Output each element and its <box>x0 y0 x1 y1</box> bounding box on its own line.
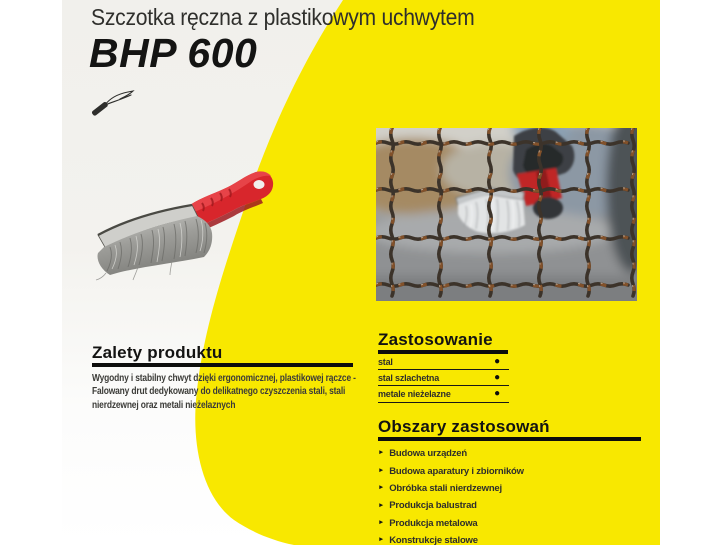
triangle-bullet-icon: ► <box>378 466 385 474</box>
list-item-label: Produkcja metalowa <box>389 517 478 529</box>
triangle-bullet-icon: ► <box>378 536 385 544</box>
application-row <box>378 386 509 402</box>
application-row-label: metale nieżelazne <box>378 389 451 400</box>
list-item-label: Produkcja balustrad <box>389 500 477 512</box>
areas-list <box>378 445 641 545</box>
usage-photo <box>376 128 637 301</box>
areas-section <box>378 418 641 545</box>
application-row <box>378 354 509 370</box>
list-item-label: Budowa aparatury i zbiorników <box>389 465 524 477</box>
application-section <box>378 331 509 403</box>
triangle-bullet-icon: ► <box>378 501 385 509</box>
features-text: Wygodny i stabilny chwyt dzięki ergonomicznej, plastikowej rączce - Falowany drut dedykowany do delikatnego czyszczenia stali, stali nierdzewnej oraz metali nieżelaznych <box>92 373 356 411</box>
list-item <box>378 480 641 497</box>
product-image-wire-brush <box>84 163 279 283</box>
list-item <box>378 462 641 479</box>
hand-brush-icon <box>90 87 136 117</box>
list-item-label: Konstrukcje stalowe <box>389 535 478 545</box>
triangle-bullet-icon: ► <box>378 449 385 457</box>
triangle-bullet-icon: ► <box>378 484 385 492</box>
list-item-label: Obróbka stali nierdzewnej <box>389 482 502 494</box>
list-item <box>378 497 641 514</box>
list-item <box>378 532 641 545</box>
features-heading: Zalety produktu <box>92 344 353 367</box>
features-section <box>92 344 422 412</box>
dot-marker-icon: ● <box>494 372 500 384</box>
application-row <box>378 370 509 386</box>
list-item <box>378 515 641 532</box>
areas-heading: Obszary zastosowań <box>378 418 641 441</box>
content-area <box>62 0 660 545</box>
application-row-label: stal <box>378 357 393 367</box>
dot-marker-icon: ● <box>494 356 500 367</box>
triangle-bullet-icon: ► <box>378 519 385 526</box>
application-table <box>378 354 509 403</box>
list-item-label: Budowa urządzeń <box>389 448 467 460</box>
product-model: BHP 600 <box>89 30 258 76</box>
application-row-label: stal szlachetna <box>378 373 440 384</box>
application-heading: Zastosowanie <box>378 331 508 354</box>
product-title: Szczotka ręczna z plastikowym uchwytem <box>91 4 475 30</box>
list-item <box>378 445 641 462</box>
dot-marker-icon: ● <box>494 388 500 400</box>
